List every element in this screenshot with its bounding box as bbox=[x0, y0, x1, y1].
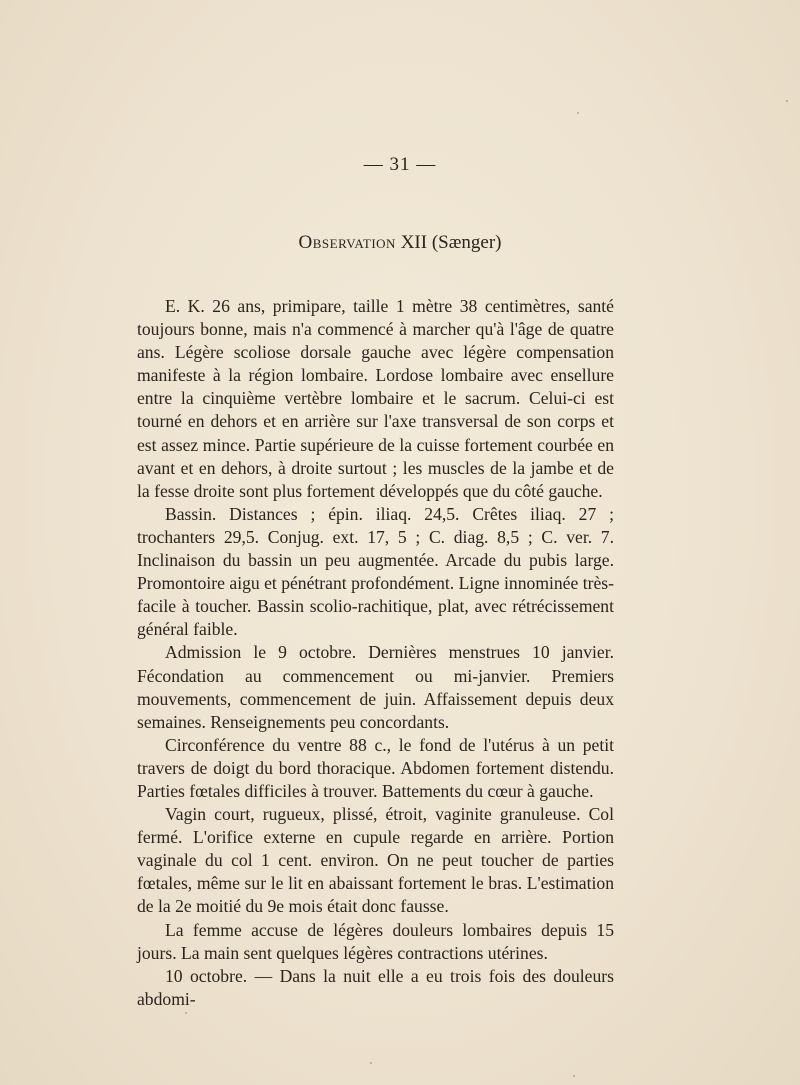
paper-speck bbox=[786, 100, 788, 102]
paragraph-circonference: Circonférence du ventre 88 c., le fond de l'utérus à un petit travers de doigt du bord thoracique. Abdomen fortement distendu. Parties fœtales difficiles à trouver. Battements du cœur à gauche. bbox=[137, 734, 614, 801]
paragraph-10-octobre: 10 octobre. — Dans la nuit elle a eu trois fois des douleurs abdomi- bbox=[137, 965, 614, 1009]
paragraph-vagin: Vagin court, rugueux, plissé, étroit, vaginite granuleuse. Col fermé. L'orifice externe en cupule regarde en arrière. Portion vaginale du col 1 cent. environ. On ne peut toucher de parties fœtales, même sur le lit en abaissant fortement le bras. L'estimation de la 2e moitié du 9e mois était donc fausse. bbox=[137, 804, 614, 917]
page-number: — 31 — bbox=[363, 154, 437, 175]
paper-speck bbox=[370, 1062, 372, 1064]
paragraph-bassin: Bassin. Distances ; épin. iliaq. 24,5. Crêtes iliaq. 27 ; trochanters 29,5. Conjug. ext. 17, 5 ; C. diag. 8,5 ; C. ver. 7. Inclinaison du bassin un peu augmentée. Arcade du pubis large. Promontoire aigu et pénétrant profondément. Ligne innominée très-facile à toucher. Bassin scolio-rachitique, plat, avec rétrécissement général faible. bbox=[137, 503, 614, 640]
body-text bbox=[137, 295, 614, 1011]
paragraph-case-description: E. K. 26 ans, primipare, taille 1 mètre 38 centimètres, santé toujours bonne, mais n'a commencé à marcher qu'à l'âge de quatre ans. Légère scoliose dorsale gauche avec légère compensation manifeste à la région lombaire. Lordose lombaire avec ensellure entre la cinquième vertèbre lombaire et le sacrum. Celui-ci est tourné en dehors et en arrière sur l'axe transversal de son corps et est assez mince. Partie supérieure de la cuisse fortement courbée en avant et en dehors, à droite surtout ; les muscles de la jambe et de la fesse droite sont plus fortement développés que du côté gauche. bbox=[137, 296, 614, 501]
observation-heading bbox=[0, 232, 800, 254]
paper-speck bbox=[185, 1012, 187, 1014]
heading-prefix: Observation bbox=[298, 232, 396, 253]
paragraph-douleurs: La femme accuse de légères douleurs lombaires depuis 15 jours. La main sent quelques légères contractions utérines. bbox=[137, 919, 614, 963]
paper-speck bbox=[573, 1075, 575, 1077]
paragraph-admission: Admission le 9 octobre. Dernières menstrues 10 janvier. Fécondation au commencement ou mi-janvier. Premiers mouvements, commencement de juin. Affaissement depuis deux semaines. Renseignements peu concordants. bbox=[137, 642, 614, 732]
heading-rest: XII (Sænger) bbox=[395, 232, 502, 253]
paper-speck bbox=[577, 112, 579, 114]
